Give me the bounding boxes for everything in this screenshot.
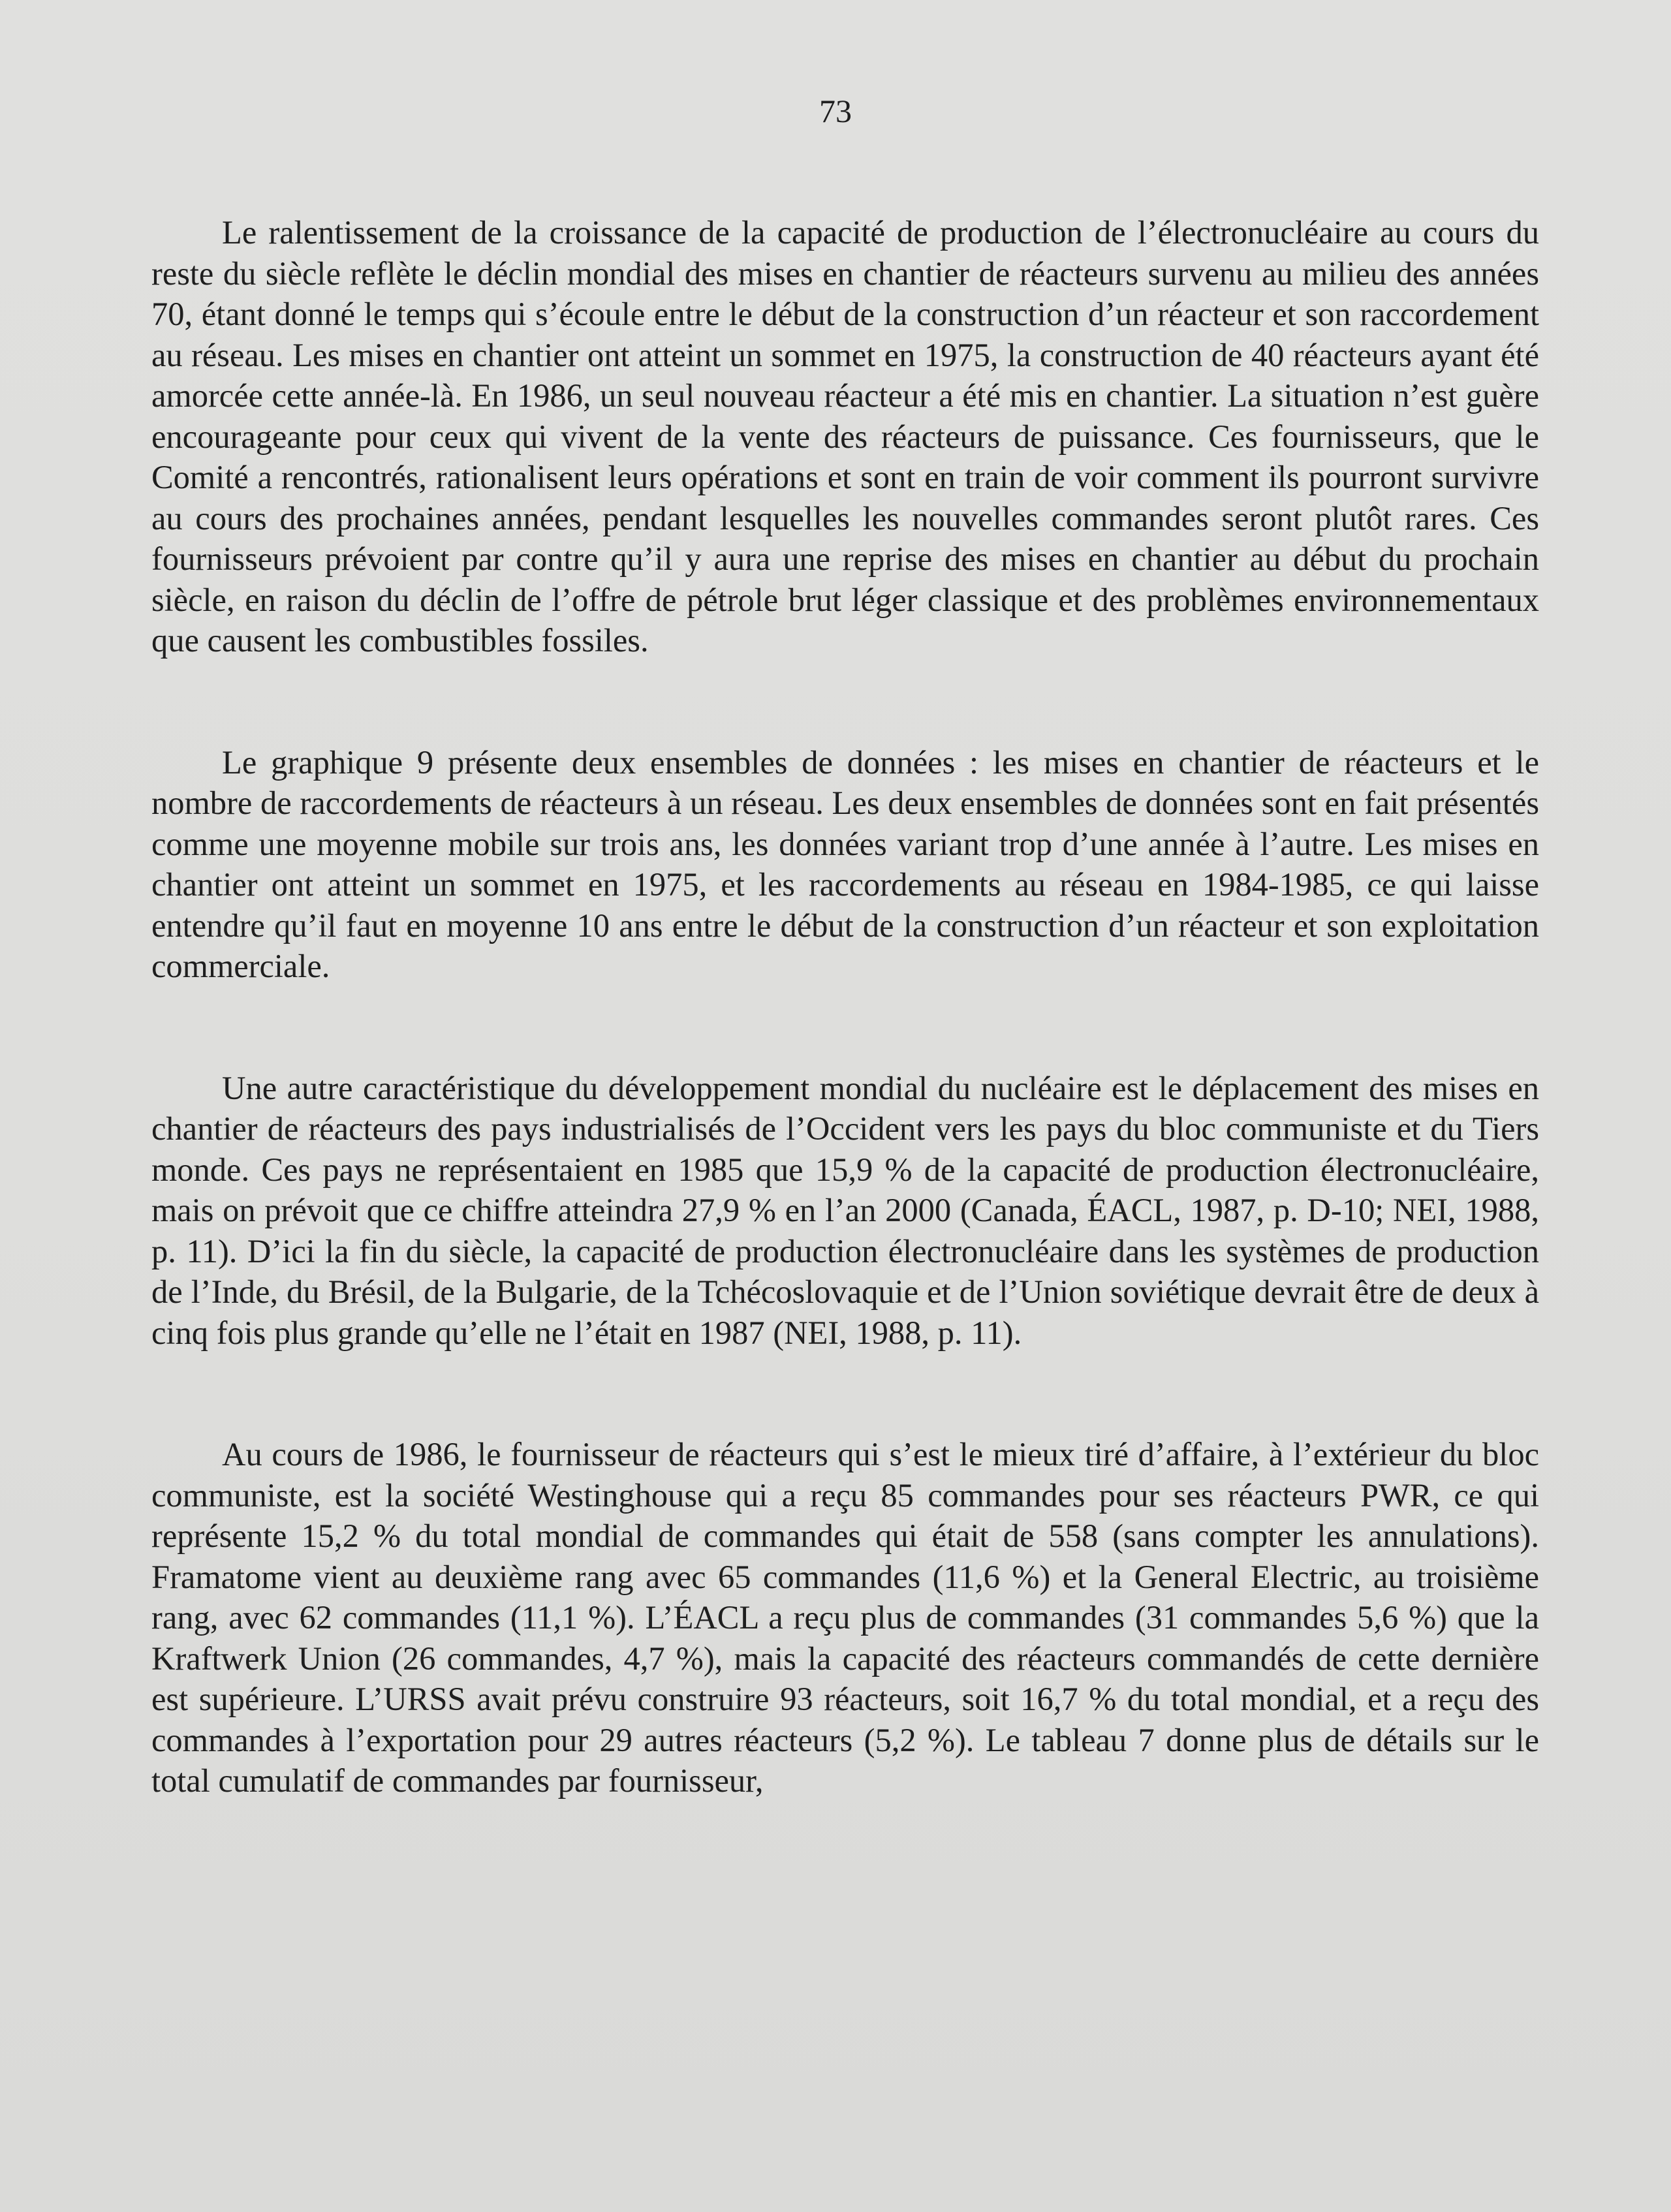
paragraph-suppliers-orders: Au cours de 1986, le fournisseur de réacteurs qui s’est le mieux tiré d’affaire, à l’extérieur du bloc communiste, est la société Westinghouse qui a reçu 85 commandes pour ses réacteurs PWR, ce qui représente 15,2 % du total mondial de commandes qui était de 558 (sans compter les annulations). Framatome vient au deuxième rang avec 65 commandes (11,6 %) et la General Electric, au troisième rang, avec 62 commandes (11,1 %). L’ÉACL a reçu plus de commandes (31 commandes 5,6 %) que la Kraftwerk Union (26 commandes, 4,7 %), mais la capacité des réacteurs commandés de cette dernière est supérieure. L’URSS avait prévu construire 93 réacteurs, soit 16,7 % du total mondial, et a reçu des commandes à l’exportation pour 29 autres réacteurs (5,2 %). Le tableau 7 donne plus de détails sur le total cumulatif de commandes par fournisseur, <box>151 1436 1539 1799</box>
paragraph-shift-to-communist-third-world: Une autre caractéristique du développement mondial du nucléaire est le déplacement des mises en chantier de réacteurs des pays industrialisés de l’Occident vers les pays du bloc communiste et du Tiers monde. Ces pays ne représentaient en 1985 que 15,9 % de la capacité de production électronucléaire, mais on prévoit que ce chiffre atteindra 27,9 % en l’an 2000 (Canada, ÉACL, 1987, p. D-10; NEI, 1988, p. 11). D’ici la fin du siècle, la capacité de production électronucléaire dans les systèmes de production de l’Inde, du Brésil, de la Bulgarie, de la Tchécoslovaquie et de l’Union soviétique devrait être de deux à cinq fois plus grande qu’elle ne l’était en 1987 (NEI, 1988, p. 11). <box>151 1069 1539 1351</box>
paragraph-graph-9: Le graphique 9 présente deux ensembles de données : les mises en chantier de réacteurs et le nombre de raccordements de réacteurs à un réseau. Les deux ensembles de données sont en fait présentés comme une moyenne mobile sur trois ans, les données variant trop d’une année à l’autre. Les mises en chantier ont atteint un sommet en 1975, et les raccordements au réseau en 1984-1985, ce qui laisse entendre qu’il faut en moyenne 10 ans entre le début de la construction d’un réacteur et son exploitation commerciale. <box>151 743 1539 984</box>
paragraph-reactor-construction-decline: Le ralentissement de la croissance de la capacité de production de l’électronucléaire au cours du reste du siècle reflète le déclin mondial des mises en chantier de réacteurs survenu au milieu des années 70, étant donné le temps qui s’écoule entre le début de la construction d’un réacteur et son raccordement au réseau. Les mises en chantier ont atteint un sommet en 1975, la construction de 40 réacteurs ayant été amorcée cette année-là. En 1986, un seul nouveau réacteur a été mis en chantier. La situation n’est guère encourageante pour ceux qui vivent de la vente des réacteurs de puissance. Ces fournisseurs, que le Comité a rencontrés, rationalisent leurs opérations et sont en train de voir comment ils pourront survivre au cours des prochaines années, pendant lesquelles les nouvelles commandes seront plutôt rares. Ces fournisseurs prévoient par contre qu’il y aura une reprise des mises en chantier au début du prochain siècle, en raison du déclin de l’offre de pétrole brut léger classique et des problèmes environnementaux que causent les combustibles fossiles. <box>151 214 1539 659</box>
body-text <box>151 212 1539 1882</box>
page-number: 73 <box>819 93 852 129</box>
